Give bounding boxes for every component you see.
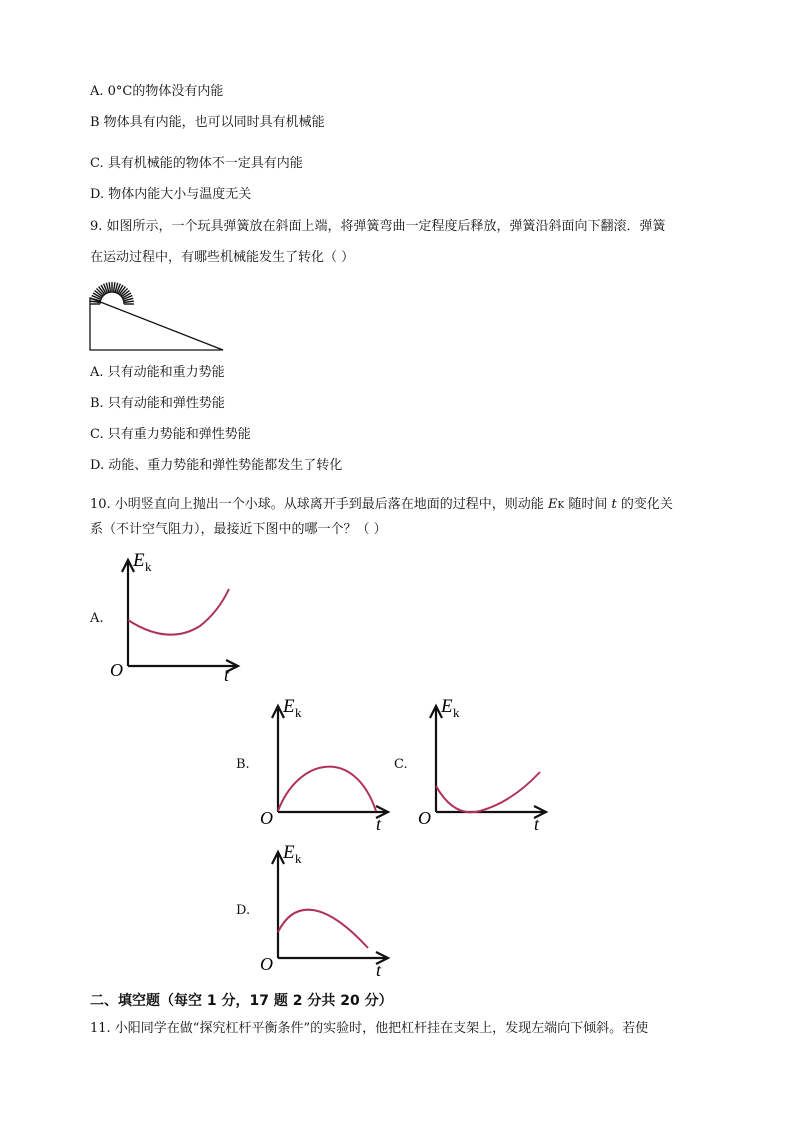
q11-stem: 11. 小阳同学在做“探究杠杆平衡条件”的实验时，他把杠杆挂在支架上，发现左端向下倾斜。若使	[90, 1021, 649, 1036]
q9-option-c: C. 只有重力势能和弹性势能	[90, 427, 251, 442]
graph-b	[258, 694, 398, 834]
graph-d-ysub: k	[295, 851, 302, 866]
q9-stem-line1: 9. 如图所示，一个玩具弹簧放在斜面上端，将弹簧弯曲一定程度后释放，弹簧沿斜面向下翻滚．弹簧	[90, 219, 666, 234]
graph-d-xlabel: t	[376, 960, 382, 980]
q8-option-b: B 物体具有内能，也可以同时具有机械能	[90, 115, 325, 130]
graph-d-curve	[278, 910, 368, 948]
graph-c-ylabel: E	[441, 696, 453, 717]
graph-c-xlabel: t	[534, 814, 540, 834]
q10-var-t: t	[611, 497, 617, 512]
q8-option-a: A. 0°C的物体没有内能	[90, 84, 224, 99]
graph-c-label: C.	[394, 757, 408, 772]
graph-b-ysub: k	[295, 705, 302, 720]
graph-c-ysub: k	[453, 705, 460, 720]
graph-a-xlabel: t	[224, 665, 230, 684]
graph-a-ylabel: E	[133, 550, 145, 571]
graph-c-curve	[436, 772, 540, 812]
graph-d-ylabel: E	[283, 842, 295, 863]
q8-option-c: C. 具有机械能的物体不一定具有内能	[90, 156, 303, 171]
q10-stem-line2: 系（不计空气阻力），最接近下图中的哪一个？（ ）	[90, 522, 387, 537]
graph-d-y-axis	[272, 852, 284, 958]
graph-b-x-axis	[278, 806, 388, 818]
graph-a-origin: O	[110, 660, 123, 680]
graph-a-y-axis	[122, 560, 134, 666]
q10-var-e: E	[547, 497, 558, 512]
graph-b-curve	[278, 767, 376, 811]
q10-stem-part3: 的变化关	[616, 497, 673, 512]
graph-b-y-axis	[272, 706, 284, 812]
graph-a-x-axis	[128, 660, 238, 672]
q9-option-d: D. 动能、重力势能和弹性势能都发生了转化	[90, 458, 343, 473]
section-2-title: 二、填空题（每空 1 分，17 题 2 分共 20 分）	[90, 993, 393, 1009]
graph-b-xlabel: t	[376, 814, 382, 834]
q9-option-a: A. 只有动能和重力势能	[90, 365, 225, 380]
spring-coil	[124, 301, 134, 302]
q9-stem-line2: 在运动过程中，有哪些机械能发生了转化（ ）	[90, 250, 355, 265]
q10-stem-line1	[90, 497, 673, 514]
graph-a-label: A.	[90, 611, 104, 626]
graph-d-label: D.	[236, 903, 251, 918]
incline	[90, 298, 223, 350]
graph-d-x-axis	[278, 952, 388, 964]
graph-c-origin: O	[418, 808, 431, 828]
q8-option-d: D. 物体内能大小与温度无关	[90, 187, 252, 202]
spring-coil	[109, 282, 110, 292]
graph-b-ylabel: E	[283, 696, 295, 717]
q10-var-sub: K	[557, 501, 565, 511]
graph-d	[258, 840, 398, 980]
q10-stem-part1: 10. 小明竖直向上抛出一个小球。从球离开手到最后落在地面的过程中，则动能	[90, 497, 548, 512]
spring-coil	[114, 282, 115, 292]
graph-d-origin: O	[260, 954, 273, 974]
graph-b-label: B.	[236, 757, 250, 772]
graph-a-curve	[128, 589, 229, 635]
graph-a-ysub: k	[145, 559, 152, 574]
graph-b-origin: O	[260, 808, 273, 828]
graph-c-y-axis	[430, 706, 442, 812]
graph-a	[108, 548, 248, 684]
q10-stem-part2: 随时间	[564, 497, 612, 512]
graph-c	[416, 694, 556, 834]
slope-spring-figure	[84, 278, 234, 356]
q9-option-b: B. 只有动能和弹性势能	[90, 396, 225, 411]
